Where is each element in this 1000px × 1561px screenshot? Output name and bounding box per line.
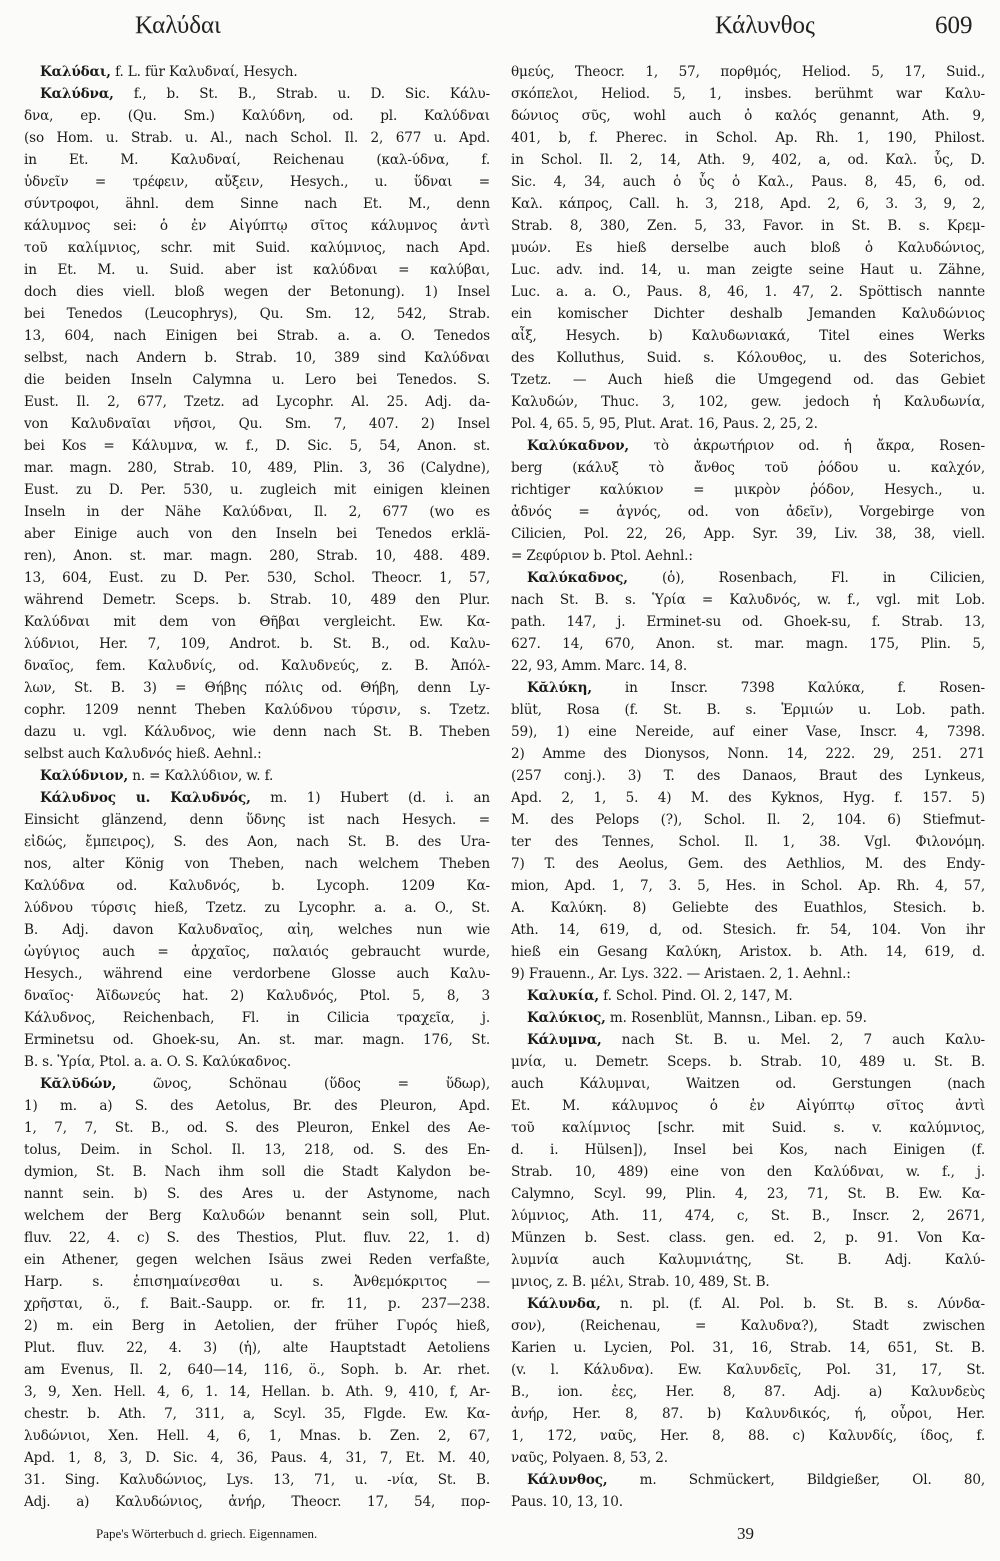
entry-line [511, 303, 985, 325]
entry-line [24, 941, 490, 963]
line-text: m. 1) Hubert (d. i. an [270, 790, 490, 806]
entry-line [511, 237, 985, 259]
line-text: Luc. adv. ind. 14, u. man zeigte seine Haut u. Zähne, [511, 262, 985, 278]
line-text: τὸ ἀκρωτήριον od. ἡ ἄκρα, Rosen- [653, 438, 985, 454]
running-head-right: Κάλυνθος [715, 12, 815, 39]
line-text: Et. M. κάλυμνος ὁ ἐν Αἰγύπτῳ σῖτος ἀντὶ [511, 1098, 985, 1114]
line-text: ein komischer Dichter deshalb Jemanden Καλυδώνιος [511, 306, 985, 322]
line-text: 59), 1) eine Nereide, auf einer Vase, Inscr. 4, 7398. [511, 724, 985, 740]
entry-line [24, 1161, 490, 1183]
line-text: m. Rosenblüt, Mannsn., Liban. ep. 59. [609, 1010, 867, 1026]
line-text: Karien u. Lycien, Pol. 31, 16, Strab. 14, 651, St. B. [511, 1340, 985, 1356]
entry-line [511, 457, 985, 479]
line-text: in Schol. Il. 2, 14, Ath. 9, 402, a, od. Καλ. ὗς, D. [511, 152, 985, 168]
headword: Καλυκία, [527, 988, 599, 1004]
line-text: Strab. 8, 380, Zen. 5, 33, Favor. in St. B. s. Κρεμ- [511, 218, 985, 234]
dictionary-entry [511, 61, 985, 435]
entry-line [511, 435, 985, 457]
line-text: χρῆσται, ö., f. Bait.-Saupp. or. fr. 11, p. 237—238. [24, 1296, 490, 1312]
entry-line [511, 325, 985, 347]
line-text: nos, alter König von Theben, nach welchem Theben [24, 856, 490, 872]
entry-line [24, 215, 490, 237]
line-text: ὠγύγιος auch = ἀρχαῖος, παλαιός gebraucht wurde, [24, 944, 490, 960]
line-text: = Ζεφύριον b. Ptol. Aehnl.: [511, 548, 693, 564]
entry-line [511, 501, 985, 523]
entry-line [511, 127, 985, 149]
line-text: Münzen b. Sest. class. gen. ed. 2, p. 91. Von Κα- [511, 1230, 985, 1246]
line-text: μυών. Es hieß derselbe auch bloß ὁ Καλυδώνιος, [511, 240, 985, 256]
entry-line [511, 1491, 985, 1513]
entry-line [24, 545, 490, 567]
entry-line [24, 83, 490, 105]
line-text: Harp. s. ἐπισημαίνεσθαι u. s. Ἀνθεμόκριτος — [24, 1274, 490, 1290]
line-text: bei Tenedos (Leucophrys), Qu. Sm. 12, 542, Strab. [24, 306, 490, 322]
line-text: berg (κάλυξ τὸ ἄνθος τοῦ ῥόδου u. καλχόν, [511, 460, 985, 476]
line-text: λων, St. B. 3) = Θήβης πόλις od. Θήβη, denn Ly- [24, 680, 490, 696]
line-text: λύδνου τύρσις hieß, Tzetz. zu Lycophr. a. a. O., St. [24, 900, 490, 916]
entry-line [511, 765, 985, 787]
entry-line [511, 875, 985, 897]
entry-line [24, 1095, 490, 1117]
entry-line [24, 765, 490, 787]
entry-line [511, 1051, 985, 1073]
line-text: B. Adj. davon Καλυδναῖος, αἰη, welches nun wie [24, 922, 490, 938]
line-text: mar. magn. 280, Strab. 10, 489, Plin. 3, 36 (Calydne), [24, 460, 490, 476]
entry-line [24, 1491, 490, 1513]
headword: Καλύκαδνος, [527, 570, 628, 586]
line-text: f., b. St. B., Strab. u. D. Sic. Κάλυ- [133, 86, 490, 102]
line-text: 7) T. des Aeolus, Gem. des Aethlios, M. des Endy- [511, 856, 985, 872]
line-text: n. pl. (f. Al. Pol. b. St. B. s. Λύνδα- [620, 1296, 985, 1312]
line-text: Luc. a. a. O., Paus. 8, 46, 1. 47, 2. Spöttisch nannte [511, 284, 985, 300]
entry-line [511, 1469, 985, 1491]
entry-line [511, 677, 985, 699]
line-text: nach St. B. u. Mel. 2, 7 auch Καλυ- [621, 1032, 985, 1048]
entry-line [24, 589, 490, 611]
entry-line [24, 127, 490, 149]
entry-line [511, 1139, 985, 1161]
line-text: blüt, Rosa (f. St. B. s. Ἑρμιών u. Lob. path. [511, 702, 985, 718]
line-text: ναῦς, Polyaen. 8, 53, 2. [511, 1450, 668, 1466]
entry-line [24, 1271, 490, 1293]
line-text: κάλυμνος sei: ὁ ἐν Αἰγύπτῳ σῖτος κάλυμνος ἀντὶ [24, 218, 490, 234]
entry-line [24, 897, 490, 919]
line-text: 2) Amme des Dionysos, Nonn. 14, 222. 29, 251. 271 [511, 746, 985, 762]
running-head-left: Καλύδαι [135, 12, 221, 39]
entry-line [511, 1359, 985, 1381]
line-text: 13, 604, nach Einigen bei Strab. a. a. O. Tenedos [24, 328, 490, 344]
entry-line [511, 1227, 985, 1249]
page-number: 609 [935, 12, 973, 39]
entry-line [511, 963, 985, 985]
line-text: nach St. B. s. Ὑρία = Καλυδνός, w. f., vgl. mit Lob. [511, 592, 985, 608]
entry-line [511, 655, 985, 677]
headword: Καλύκαδνον, [527, 438, 629, 454]
entry-line [511, 831, 985, 853]
dictionary-entry [511, 1469, 985, 1513]
line-text: ter des Tennes, Schol. Il. 1, 38. Vgl. Φιλονόμη. [511, 834, 985, 850]
entry-line [511, 1117, 985, 1139]
dictionary-entry [511, 1029, 985, 1293]
line-text: Einsicht glänzend, denn ὕδνης ist nach Hesych. = [24, 812, 490, 828]
entry-line [24, 919, 490, 941]
entry-line [511, 1073, 985, 1095]
headword: Κᾰλύκη, [527, 680, 592, 696]
entry-line [24, 699, 490, 721]
dictionary-entry [511, 1293, 985, 1469]
entry-line [24, 149, 490, 171]
line-text: Καλύδναι mit dem von Θῆβαι vergleicht. Ew. Κα- [24, 614, 490, 630]
line-text: des Kolluthus, Suid. s. Κόλουθος, u. des Soterichos, [511, 350, 985, 366]
headword: Κάλυμνα, [527, 1032, 602, 1048]
entry-line [511, 171, 985, 193]
entry-line [511, 347, 985, 369]
line-text: δώνιος σῦς, wohl auch ὁ καλός genannt, Ath. 9, [511, 108, 985, 124]
entry-line [24, 677, 490, 699]
entry-line [24, 281, 490, 303]
entry-line [24, 1315, 490, 1337]
entry-line [24, 809, 490, 831]
entry-line [24, 1381, 490, 1403]
line-text: Paus. 10, 13, 10. [511, 1494, 623, 1510]
line-text: M. des Pelops (?), Schol. Il. 2, 104. 6) Stiefmut- [511, 812, 985, 828]
line-text: 22, 93, Amm. Marc. 14, 8. [511, 658, 688, 674]
entry-line [511, 1381, 985, 1403]
dictionary-entry [24, 61, 490, 83]
line-text: Κάλυδνος, Reichenbach, Fl. in Cilicia τραχεῖα, j. [24, 1010, 490, 1026]
line-text: 31. Sing. Καλυδώνιος, Lys. 13, 71, u. -νία, St. B. [24, 1472, 490, 1488]
entry-line [24, 1051, 490, 1073]
entry-line [24, 435, 490, 457]
entry-line [511, 567, 985, 589]
line-text: λυδώνιοι, Xen. Hell. 4, 6, 1, Mnas. b. Zen. 2, 67, [24, 1428, 490, 1444]
entry-line [24, 1403, 490, 1425]
line-text: tolus, Deim. in Schol. Il. 13, 218, od. S. des En- [24, 1142, 490, 1158]
entry-line [24, 1029, 490, 1051]
line-text: dymion, St. B. Nach ihm soll die Stadt Kalydon be- [24, 1164, 490, 1180]
entry-line [511, 193, 985, 215]
line-text: auch Κάλυμναι, Waitzen od. Gerstungen (nach [511, 1076, 985, 1092]
entry-line [24, 105, 490, 127]
dictionary-entry [511, 677, 985, 985]
line-text: 1, 172, ναῦς, Her. 8, 88. c) Καλυνδίς, ίδος, f. [511, 1428, 985, 1444]
line-text: 3, 9, Xen. Hell. 4, 6, 1. 14, Hellan. b. Ath. 9, 410, f, Ar- [24, 1384, 490, 1400]
headword: Κάλυνθος, [527, 1472, 608, 1488]
line-text: (257 conj.). 3) T. des Danaos, Braut des Lynkeus, [511, 768, 985, 784]
line-text: in Et. M. Καλυδναί, Reichenau (καλ-ύδνα, f. [24, 152, 490, 168]
line-text: Pol. 4, 65. 5, 95, Plut. Arat. 16, Paus. 2, 25, 2. [511, 416, 818, 432]
line-text: Apd. 1, 8, 3, D. Sic. 4, 36, Paus. 4, 31, 7, Et. M. 40, [24, 1450, 490, 1466]
entry-line [511, 1249, 985, 1271]
entry-line [511, 83, 985, 105]
line-text: ἀδνός = ἁγνός, od. von ἀδεῖν), Vorgebirge von [511, 504, 985, 520]
entry-line [24, 1205, 490, 1227]
dictionary-entry [24, 787, 490, 1073]
entry-line [24, 1447, 490, 1469]
entry-line [24, 391, 490, 413]
line-text: Calymno, Scyl. 99, Plin. 4, 23, 71, St. B. Ew. Κα- [511, 1186, 985, 1202]
entry-line [24, 479, 490, 501]
line-text: 1, 7, 7, St. B., od. S. des Pleuron, Enkel des Ae- [24, 1120, 490, 1136]
entry-line [511, 61, 985, 83]
entry-line [24, 347, 490, 369]
line-text: Plut. fluv. 22, 4. 3) (ἡ), alte Hauptstadt Aetoliens [24, 1340, 490, 1356]
entry-line [24, 875, 490, 897]
line-text: δναῖος· Ἀϊδωνεύς hat. 2) Καλυδνός, Ptol. 5, 8, 3 [24, 988, 490, 1004]
entry-line [24, 523, 490, 545]
dictionary-entry [24, 765, 490, 787]
line-text: Eust. Il. 2, 677, Tzetz. ad Lycophr. Al. 25. Adj. da- [24, 394, 490, 410]
line-text: Καλυδών, Thuc. 3, 102, gew. jedoch ἡ Καλυδωνία, [511, 394, 985, 410]
entry-line [24, 1007, 490, 1029]
dictionary-entry [511, 567, 985, 677]
entry-line [24, 259, 490, 281]
line-text: 13, 604, Eust. zu D. Per. 530, Schol. Theocr. 1, 57, [24, 570, 490, 586]
line-text: εἰδώς, ἔμπειρος), S. des Aon, nach St. B. des Ura- [24, 834, 490, 850]
line-text: Eust. zu D. Per. 530, u. zugleich mit einigen kleinen [24, 482, 490, 498]
entry-line [24, 963, 490, 985]
entry-line [511, 1293, 985, 1315]
dictionary-entry [511, 985, 985, 1007]
headword: Κάλυδνος u. Καλυδνός, [40, 790, 251, 806]
entry-line [511, 281, 985, 303]
headword: Καλύκιος, [527, 1010, 606, 1026]
entry-line [511, 809, 985, 831]
entry-line [24, 369, 490, 391]
entry-line [511, 1447, 985, 1469]
line-text: λύδνιοι, Her. 7, 109, Androt. b. St. B., od. Καλυ- [24, 636, 490, 652]
entry-line [511, 479, 985, 501]
entry-line [24, 655, 490, 677]
line-text: αἶξ, Hesych. b) Καλυδωνιακά, Titel eines Werks [511, 328, 985, 344]
entry-line [511, 545, 985, 567]
entry-line [511, 589, 985, 611]
line-text: selbst, nach Andern b. Strab. 10, 389 sind Καλύδναι [24, 350, 490, 366]
line-text: n. = Καλλύδιον, w. f. [132, 768, 274, 784]
entry-line [511, 105, 985, 127]
entry-line [24, 567, 490, 589]
dictionary-entry [24, 1073, 490, 1513]
line-text: ὑδνεῖν = τρέφειν, αὔξειν, Hesych., u. ὕδναι = [24, 174, 490, 190]
line-text: richtiger καλύκιον = μικρὸν ῥόδον, Hesych., u. [511, 482, 985, 498]
line-text: λύμνιος, Ath. 11, 474, c, St. B., Inscr. 2, 2671, [511, 1208, 985, 1224]
line-text: σον), (Reichenau, = Καλυδνα?), Stadt zwischen [511, 1318, 985, 1334]
entry-line [24, 1469, 490, 1491]
line-text: 9) Frauenn., Ar. Lys. 322. — Aristaen. 2, 1. Aehnl.: [511, 966, 851, 982]
line-text: die beiden Inseln Calymna u. Lero bei Tenedos. S. [24, 372, 490, 388]
line-text: Καλ. κάπρος, Call. h. 3, 218, Apd. 2, 6, 3. 3, 9, 2, [511, 196, 985, 212]
entry-line [24, 193, 490, 215]
line-text: in Et. M. u. Suid. aber ist καλύδναι = καλύβαι, [24, 262, 490, 278]
entry-line [511, 721, 985, 743]
entry-line [24, 787, 490, 809]
entry-line [24, 1249, 490, 1271]
line-text: Strab. 10, 489) eine von den Καλύδναι, w. f., j. [511, 1164, 985, 1180]
headword: Καλύδνιον, [40, 768, 129, 784]
line-text: (so Hom. u. Strab. u. Al., nach Schol. Il. 2, 677 u. Apd. [24, 130, 490, 146]
headword: Κᾰλῠδών, [40, 1076, 117, 1092]
line-text: ren), Anon. st. mar. magn. 280, Strab. 10, 488. 489. [24, 548, 490, 564]
entry-line [511, 1183, 985, 1205]
entry-line [511, 1271, 985, 1293]
entry-line [511, 853, 985, 875]
line-text: 627. 14, 670, Anon. st. mar. magn. 175, Plin. 5, [511, 636, 985, 652]
dictionary-entry [511, 1007, 985, 1029]
entry-line [24, 303, 490, 325]
entry-line [24, 721, 490, 743]
line-text: δναῖος, fem. Καλυδνίς, od. Καλυδνεύς, z. B. Ἀπόλ- [24, 658, 490, 674]
entry-line [24, 1359, 490, 1381]
line-text: (ὁ), Rosenbach, Fl. in Cilicien, [662, 570, 985, 586]
line-text: f. L. für Καλυδναί, Hesych. [115, 64, 298, 80]
entry-line [511, 633, 985, 655]
entry-line [511, 1095, 985, 1117]
line-text: mion, Apd. 1, 7, 3. 5, Hes. in Schol. Ap. Rh. 4, 57, [511, 878, 985, 894]
line-text: von Καλυδναῖαι νῆσοι, Qu. Sm. 7, 407. 2) Insel [24, 416, 490, 432]
line-text: A. Καλύκη. 8) Geliebte des Euathlos, Stesich. b. [511, 900, 985, 916]
line-text: in Inscr. 7398 Καλύκα, f. Rosen- [624, 680, 985, 696]
line-text: Hesych., während eine verdorbene Glosse auch Καλυ- [24, 966, 490, 982]
entry-line [24, 1425, 490, 1447]
left-column [24, 61, 490, 1513]
line-text: hieß ein Gesang Καλύκη, Aristox. b. Ath. 14, 619, d. [511, 944, 985, 960]
entry-line [24, 1227, 490, 1249]
dictionary-entry [511, 435, 985, 567]
line-text: B. s. Ὑρία, Ptol. a. a. O. S. Καλύκαδνος. [24, 1054, 291, 1070]
line-text: am Evenus, Il. 2, 640—14, 116, ö., Soph. b. Ar. rhet. [24, 1362, 490, 1378]
line-text: θμεύς, Theocr. 1, 57, πορθμός, Heliod. 5, 17, Suid., [511, 64, 985, 80]
line-text: f. Schol. Pind. Ol. 2, 147, M. [603, 988, 793, 1004]
entry-line [24, 171, 490, 193]
entry-line [24, 501, 490, 523]
line-text: Tzetz. — Auch hieß die Umgegend od. das Gebiet [511, 372, 985, 388]
entry-line [511, 985, 985, 1007]
line-text: (v. l. Κάλυδνα). Ew. Καλυνδεῖς, Pol. 31, 17, St. [511, 1362, 985, 1378]
line-text: σκόπελοι, Heliod. 5, 1, insbes. berühmt war Καλυ- [511, 86, 985, 102]
line-text: dazu u. vgl. Κάλυδνος, wie denn nach St. B. Theben [24, 724, 490, 740]
entry-line [511, 391, 985, 413]
entry-line [24, 831, 490, 853]
entry-line [511, 1425, 985, 1447]
footer-imprint: Pape's Wörterbuch d. griech. Eigennamen. [96, 1526, 318, 1541]
headword: Καλύδνα, [40, 86, 114, 102]
entry-line [511, 1403, 985, 1425]
line-text: fluv. 22, 4. c) S. des Thestios, Plut. fluv. 22, 1. d) [24, 1230, 490, 1246]
entry-line [511, 1029, 985, 1051]
line-text: doch dies viell. bloß wegen der Betonung). 1) Insel [24, 284, 490, 300]
line-text: während Demetr. Sceps. b. Strab. 10, 489 den Plur. [24, 592, 490, 608]
entry-line [24, 1073, 490, 1095]
line-text: B., ion. ἐες, Her. 8, 87. Adj. a) Καλυνδεὺς [511, 1384, 985, 1400]
line-text: λυμνία auch Καλυμνιάτης, St. B. Adj. Καλύ- [511, 1252, 985, 1268]
entry-line [511, 215, 985, 237]
line-text: 401, b, f. Pherec. in Schol. Ap. Rh. 1, 190, Philost. [511, 130, 985, 146]
line-text: selbst auch Καλυδνός hieß. Aehnl.: [24, 746, 262, 762]
entry-line [24, 633, 490, 655]
entry-line [24, 985, 490, 1007]
entry-line [511, 523, 985, 545]
entry-line [24, 61, 490, 83]
headword: Κάλυνδα, [527, 1296, 601, 1312]
line-text: path. 147, j. Erminet-su od. Ghoek-su, f. Strab. 13, [511, 614, 985, 630]
entry-line [511, 611, 985, 633]
entry-line [511, 1205, 985, 1227]
line-text: m. Schmückert, Bildgießer, Ol. 80, [639, 1472, 985, 1488]
entry-line [511, 369, 985, 391]
entry-line [24, 743, 490, 765]
entry-line [511, 1315, 985, 1337]
line-text: Καλύδνα od. Καλυδνός, b. Lycoph. 1209 Κα- [24, 878, 490, 894]
entry-line [511, 1007, 985, 1029]
line-text: nannt sein. b) S. des Ares u. der Astynome, nach [24, 1186, 490, 1202]
line-text: τοῦ καλίμνιος, schr. mit Suid. καλύμνιος, nach Apd. [24, 240, 490, 256]
line-text: Inseln in der Nähe Καλύδναι, Il. 2, 677 (wo es [24, 504, 490, 520]
line-text: Ath. 14, 619, d, od. Stesich. fr. 54, 104. Von ihr [511, 922, 985, 938]
line-text: ἀνήρ, Her. 8, 87. b) Καλυνδικός, ή, οὖροι, Her. [511, 1406, 985, 1422]
line-text: σύντροφοι, ähnl. dem Sinne nach Et. M., denn [24, 196, 490, 212]
dictionary-entry [24, 83, 490, 765]
entry-line [511, 941, 985, 963]
line-text: Sic. 4, 34, auch ὁ ὗς ὁ Καλ., Paus. 8, 45, 6, od. [511, 174, 985, 190]
line-text: Adj. a) Καλυδώνιος, ἀνήρ, Theocr. 17, 54, πορ- [24, 1494, 490, 1510]
entry-line [511, 1161, 985, 1183]
line-text: Cilicien, Pol. 22, 26, App. Syr. 39, Liv. 38, 38, viell. [511, 526, 985, 542]
entry-line [511, 413, 985, 435]
line-text: 1) m. a) S. des Aetolus, Br. des Pleuron, Apd. [24, 1098, 490, 1114]
entry-line [511, 149, 985, 171]
entry-line [24, 325, 490, 347]
entry-line [24, 237, 490, 259]
line-text: μνία, u. Demetr. Sceps. b. Strab. 10, 489 u. St. B. [511, 1054, 985, 1070]
entry-line [24, 457, 490, 479]
line-text: Erminetsu od. Ghoek-su, An. st. mar. magn. 176, St. [24, 1032, 490, 1048]
line-text: chestr. b. Ath. 7, 311, a, Scyl. 35, Flgde. Ew. Κα- [24, 1406, 490, 1422]
entry-line [511, 259, 985, 281]
entry-line [511, 699, 985, 721]
line-text: aber Einige auch von den Inseln bei Tenedos erklä- [24, 526, 490, 542]
entry-line [24, 1337, 490, 1359]
line-text: δνα, ep. (Qu. Sm.) Καλύδνη, od. pl. Καλύδναι [24, 108, 490, 124]
line-text: d. i. Hülsen]), Insel bei Kos, nach Einigen (f. [511, 1142, 985, 1158]
line-text: Apd. 2, 1, 5. 4) M. des Kyknos, Hyg. f. 157. 5) [511, 790, 985, 806]
line-text: ein Athener, gegen welchen Isäus zwei Reden verfaßte, [24, 1252, 490, 1268]
entry-line [24, 1183, 490, 1205]
line-text: welchem der Berg Καλυδών benannt sein soll, Plut. [24, 1208, 490, 1224]
entry-line [24, 1117, 490, 1139]
entry-line [511, 897, 985, 919]
entry-line [24, 1139, 490, 1161]
entry-line [24, 853, 490, 875]
line-text: 2) m. ein Berg in Aetolien, der früher Γυρός hieß, [24, 1318, 490, 1334]
entry-line [24, 1293, 490, 1315]
line-text: μνιος, z. B. μέλι, Strab. 10, 489, St. B. [511, 1274, 770, 1290]
entry-line [511, 919, 985, 941]
entry-line [511, 1337, 985, 1359]
entry-line [24, 611, 490, 633]
line-text: bei Kos = Κάλυμνα, w. f., D. Sic. 5, 54, Anon. st. [24, 438, 490, 454]
line-text: cophr. 1209 nennt Theben Καλύδνου τύρσιν, s. Tzetz. [24, 702, 490, 718]
entry-line [511, 787, 985, 809]
entry-line [511, 743, 985, 765]
headword: Καλύδαι, [40, 64, 111, 80]
sheet-signature: 39 [737, 1524, 754, 1543]
line-text: τοῦ καλίμνιος [schr. mit Suid. s. v. καλύμνιος, [511, 1120, 985, 1136]
line-text: ῶνος, Schönau (ὕδος = ὕδωρ), [153, 1076, 490, 1092]
entry-line [24, 413, 490, 435]
right-column [511, 61, 985, 1513]
